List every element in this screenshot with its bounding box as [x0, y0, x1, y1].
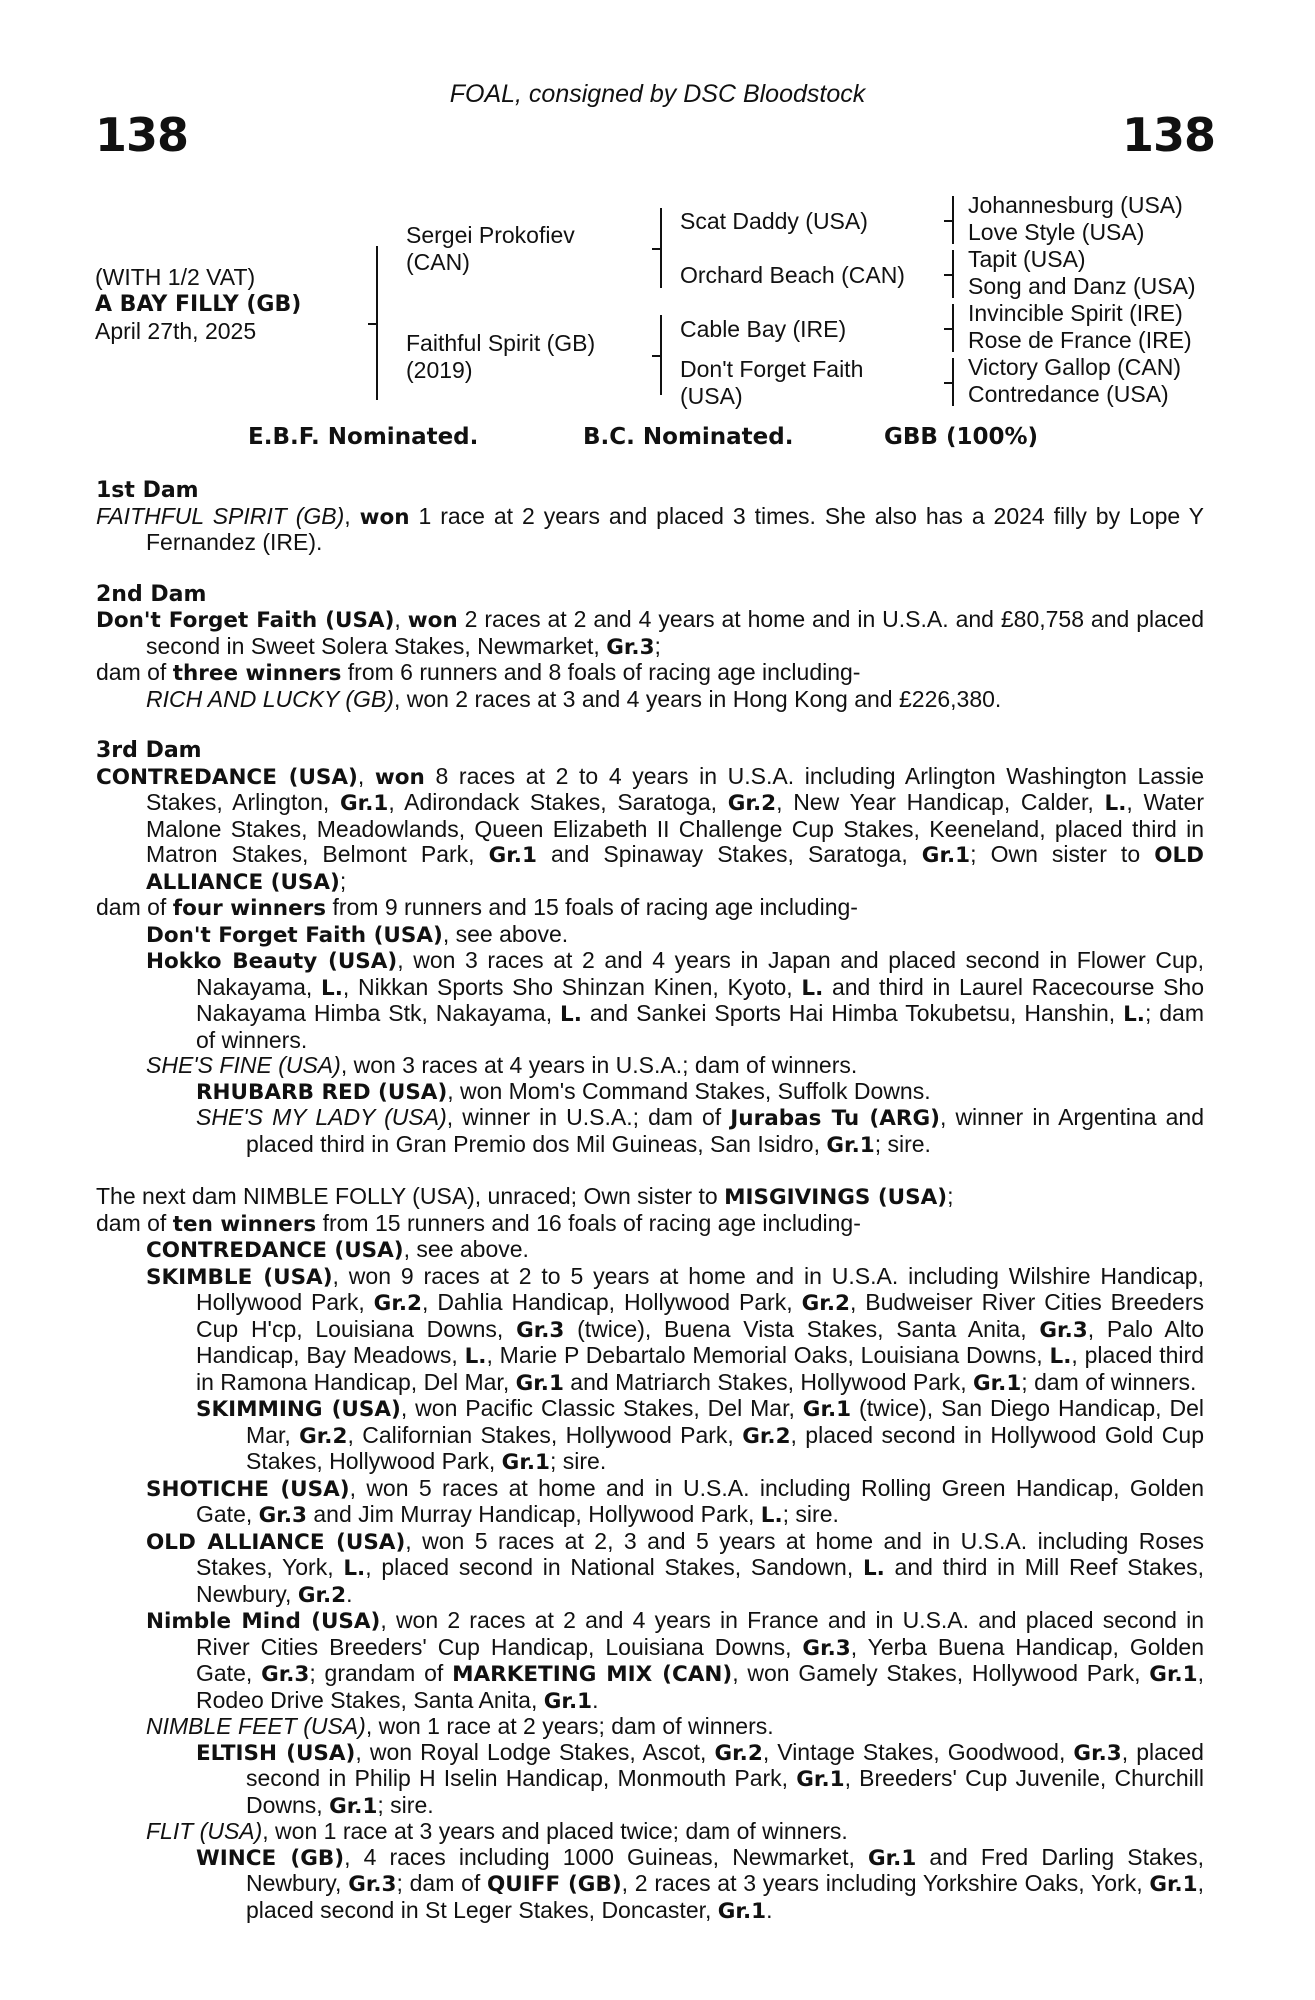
- grade: Gr.1: [802, 1397, 852, 1422]
- entry-text: , won Royal Lodge Stakes, Ascot,: [355, 1738, 715, 1765]
- bc-nominated: B.C. Nominated.: [583, 424, 794, 450]
- grade: L.: [321, 975, 343, 1001]
- first-dam-heading: 1st Dam: [96, 478, 199, 503]
- lot-horse-name: A BAY FILLY (GB): [95, 292, 302, 317]
- horse-name: WINCE (GB): [196, 1845, 345, 1871]
- grade: L.: [464, 1344, 487, 1369]
- horse-name: Hokko Beauty (USA): [146, 949, 398, 974]
- grade: L.: [862, 1556, 885, 1581]
- offspring-entry: [96, 1237, 1204, 1264]
- dam-sire: Cable Bay (IRE): [680, 316, 847, 342]
- offspring-entry: [96, 687, 1204, 713]
- entry-text: , New Year Handicap, Calder,: [776, 789, 1105, 815]
- gbb-status: GBB (100%): [884, 424, 1039, 450]
- grade: Gr.2: [714, 1740, 763, 1766]
- grade: Gr.3: [516, 1317, 565, 1343]
- grade: Gr.1: [329, 1793, 378, 1819]
- grade: Gr.1: [717, 1898, 767, 1924]
- entry-text: and Jim Murray Handicap, Hollywood Park,: [306, 1501, 761, 1527]
- ebf-nominated: E.B.F. Nominated.: [248, 424, 479, 450]
- grade: Gr.2: [373, 1291, 422, 1316]
- entry-text: , Yerba Buena Handicap, Golden Gate,: [196, 1633, 1204, 1686]
- dam-year: (2019): [406, 357, 473, 383]
- gen3-6: Rose de France (IRE): [968, 327, 1192, 353]
- lot-number-right: 138: [1122, 108, 1216, 162]
- entry-text: , see above.: [403, 1236, 529, 1262]
- entry-text: , Rodeo Drive Stakes, Santa Anita,: [196, 1660, 1204, 1713]
- gen3-2: Love Style (USA): [968, 219, 1145, 245]
- entry-text: dam of: [96, 659, 173, 685]
- dam-dam-country: (USA): [680, 383, 743, 409]
- entry-text: , won 3 races at 4 years in U.S.A.; dam of winners.: [340, 1052, 858, 1078]
- entry-text: , placed second in Philip H Iselin Handicap, Monmouth Park,: [246, 1738, 1204, 1791]
- grade: Gr.1: [488, 843, 537, 868]
- gen3-8: Contredance (USA): [968, 381, 1169, 407]
- grade: Gr.1: [1149, 1662, 1198, 1687]
- grade: Gr.1: [1149, 1872, 1198, 1897]
- sire-country: (CAN): [406, 249, 470, 275]
- horse-name: SHE'S MY LADY (USA): [196, 1104, 447, 1130]
- entry-text: (twice), San Diego Handicap, Del Mar,: [246, 1395, 1204, 1448]
- horse-name: SKIMMING (USA): [196, 1397, 401, 1422]
- offspring-entry: [96, 1079, 1204, 1106]
- horse-name: NIMBLE FEET (USA): [146, 1713, 366, 1739]
- horse-name: OLD ALLIANCE (USA): [146, 843, 1205, 895]
- entry-text: , placed second in St Leger Stakes, Doncaster,: [246, 1870, 1205, 1923]
- entry-text: , see above.: [442, 920, 569, 947]
- gen3-4: Song and Danz (USA): [968, 273, 1196, 299]
- horse-name: OLD ALLIANCE (USA): [146, 1529, 406, 1555]
- horse-name: QUIFF (GB): [487, 1872, 622, 1897]
- grade: Gr.3: [348, 1872, 397, 1897]
- grade: L.: [1123, 1002, 1145, 1027]
- grade: Gr.2: [742, 1423, 791, 1449]
- grade: L.: [1049, 1344, 1072, 1369]
- entry-text: , winner in U.S.A.; dam of: [446, 1104, 731, 1130]
- vat-note: (WITH 1/2 VAT): [95, 264, 256, 290]
- entry-text: 2 races at 2 and 4 years at home and in U.S.A. and £80,758 and placed second in Sweet Solera Stakes, Newmarket,: [146, 606, 1204, 659]
- catalogue-body: [96, 478, 1204, 1924]
- grade: Gr.2: [297, 1582, 347, 1608]
- dam-name: Faithful Spirit (GB): [406, 330, 596, 356]
- entry-text: , Water Malone Stakes, Meadowlands, Queen Elizabeth II Challenge Cup Stakes, Keeneland, placed third in Matron Stakes, Belmont Park,: [146, 789, 1204, 867]
- horse-name: RHUBARB RED (USA): [196, 1079, 448, 1105]
- offspring-entry: [96, 1529, 1204, 1609]
- horse-name: SKIMBLE (USA): [146, 1264, 333, 1290]
- horse-name: Don't Forget Faith (USA): [96, 608, 395, 633]
- horse-name: Nimble Mind (USA): [146, 1609, 381, 1634]
- entry-text: and Matriarch Stakes, Hollywood Park,: [563, 1368, 973, 1395]
- entry-text: , Nikkan Sports Sho Shinzan Kinen, Kyoto,: [342, 973, 802, 1000]
- third-dam-heading: 3rd Dam: [96, 738, 202, 763]
- sire-dam: Orchard Beach (CAN): [680, 262, 905, 288]
- entry-text: , won Mom's Command Stakes, Suffolk Downs.: [447, 1077, 931, 1104]
- entry-text: , 4 races including 1000 Guineas, Newmarket,: [344, 1843, 868, 1870]
- offspring-entry: [96, 1105, 1204, 1158]
- offspring-entry: [96, 1053, 1204, 1079]
- winners-count: three winners: [172, 661, 342, 686]
- entry-text: ; sire.: [874, 1130, 931, 1157]
- entry-text: ; dam of: [396, 1870, 488, 1896]
- entry-text: The next dam NIMBLE FOLLY (USA), unraced; Own sister to: [96, 1183, 725, 1209]
- entry-text: ; sire.: [549, 1448, 607, 1474]
- horse-name: ELTISH (USA): [196, 1740, 356, 1766]
- horse-name: FLIT (USA): [146, 1818, 263, 1844]
- entry-text: , placed second in National Stakes, Sandown,: [365, 1554, 863, 1580]
- grade: Gr.3: [261, 1662, 310, 1687]
- gen3-1: Johannesburg (USA): [968, 192, 1183, 218]
- offspring-entry: [96, 922, 1204, 949]
- entry-text: , won 2 races at 2 and 4 years in France and in U.S.A. and placed second in River Cities Breeders' Cup Handicap, Louisiana Downs,: [196, 1607, 1204, 1660]
- entry-text: , won 1 race at 2 years; dam of winners.: [365, 1713, 774, 1739]
- brace-gen2-sire: [660, 208, 662, 288]
- entry-text: , won 9 races at 2 to 5 years at home and in U.S.A. including Wilshire Handicap, Hollywood Park,: [196, 1262, 1204, 1315]
- offspring-entry: [96, 1396, 1204, 1476]
- brace-gen3-1: [952, 196, 954, 244]
- entry-text: , Breeders' Cup Juvenile, Churchill Downs,: [246, 1765, 1204, 1818]
- horse-name: CONTREDANCE (USA): [96, 764, 358, 790]
- entry-text: , won 2 races at 3 and 4 years in Hong Kong and £226,380.: [393, 685, 1002, 712]
- horse-name: FAITHFUL SPIRIT (GB): [96, 502, 345, 529]
- brace-gen2-dam: [660, 315, 662, 395]
- entry-text: .: [592, 1686, 599, 1713]
- grade: Gr.1: [515, 1370, 564, 1396]
- entry-text: from 6 runners and 8 foals of racing age including-: [341, 659, 861, 685]
- lot-number-left: 138: [95, 108, 189, 162]
- brace-gen3-4: [952, 358, 954, 406]
- entry-text: and Fred Darling Stakes, Newbury,: [246, 1843, 1204, 1896]
- entry-text: from 9 runners and 15 foals of racing age including-: [326, 894, 858, 920]
- entry-text: , won 1 race at 3 years and placed twice; dam of winners.: [262, 1818, 848, 1844]
- entry-text: dam of: [96, 894, 173, 920]
- first-dam-entry: FAITHFUL SPIRIT (GB), won 1 race at 2 years and placed 3 times. She also has a 2024 filly by Lope Y Fernandez (IRE).: [96, 502, 1205, 555]
- second-dam-produce: [96, 660, 1204, 687]
- grade: Gr.3: [1039, 1317, 1088, 1343]
- entry-text: , won 3 races at 2 and 4 years in Japan and placed second in Flower Cup, Nakayama,: [196, 947, 1204, 1000]
- grade: Gr.1: [868, 1845, 917, 1871]
- brace-gen3-3: [952, 304, 954, 352]
- horse-name: Jurabas Tu (ARG): [730, 1106, 940, 1131]
- grade: Gr.1: [826, 1132, 875, 1158]
- entry-text: ; sire.: [782, 1501, 839, 1527]
- entry-text: 1 race at 2 years and placed 3 times. She also has a 2024 filly by Lope Y Fernandez (IRE).: [146, 502, 1205, 555]
- entry-text: , won 5 races at home and in U.S.A. including Rolling Green Handicap, Golden Gate,: [196, 1474, 1204, 1527]
- grade: L.: [760, 1503, 783, 1528]
- consignor-line: FOAL, consigned by DSC Bloodstock: [449, 80, 866, 108]
- grade: Gr.1: [340, 791, 389, 816]
- grade: Gr.2: [727, 791, 777, 816]
- horse-name: SHOTICHE (USA): [146, 1476, 350, 1502]
- gen3-5: Invincible Spirit (IRE): [968, 300, 1183, 326]
- entry-text: .: [346, 1580, 353, 1607]
- entry-text: ; sire.: [377, 1791, 434, 1818]
- entry-text: ; dam of winners.: [196, 1000, 1204, 1053]
- entry-text: , won Pacific Classic Stakes, Del Mar,: [400, 1395, 803, 1421]
- offspring-entry: [96, 1476, 1204, 1529]
- entry-text: , won Gamely Stakes, Hollywood Park,: [732, 1660, 1150, 1686]
- offspring-entry: [96, 1819, 1204, 1845]
- grade: Gr.3: [802, 1635, 851, 1661]
- sire-name: Sergei Prokofiev: [406, 222, 575, 248]
- grade: Gr.1: [543, 1688, 593, 1714]
- winners-count: ten winners: [172, 1211, 317, 1237]
- entry-text: , Californian Stakes, Hollywood Park,: [347, 1421, 743, 1448]
- won-label: won: [359, 504, 410, 530]
- entry-text: and third in Laurel Racecourse Sho Nakayama Himba Stk, Nakayama,: [196, 973, 1205, 1026]
- second-dam-entry: Don't Forget Faith (USA), won 2 races at 2 and 4 years at home and in U.S.A. and £80,758 and placed second in Sweet Solera Stakes, Newmarket, Gr.3;: [96, 606, 1204, 660]
- won-label: won: [407, 608, 458, 633]
- entry-text: ; grandam of: [309, 1660, 453, 1686]
- grade: Gr.2: [801, 1291, 850, 1316]
- entry-text: ;: [339, 867, 347, 894]
- entry-text: (twice), Buena Vista Stakes, Santa Anita,: [564, 1315, 1040, 1342]
- entry-text: .: [766, 1896, 773, 1923]
- sire-sire: Scat Daddy (USA): [680, 208, 868, 234]
- grade: Gr.1: [972, 1370, 1022, 1396]
- horse-name: MARKETING MIX (CAN): [452, 1662, 733, 1687]
- entry-text: dam of: [96, 1209, 173, 1236]
- dam-dam: Don't Forget Faith: [680, 356, 864, 382]
- offspring-entry: [96, 948, 1204, 1053]
- horse-name: SHE'S FINE (USA): [146, 1052, 341, 1078]
- gen3-3: Tapit (USA): [968, 246, 1086, 272]
- entry-text: ; dam of winners.: [1021, 1368, 1197, 1395]
- grade: L.: [343, 1556, 366, 1581]
- winners-count: four winners: [172, 896, 327, 921]
- horse-name: MISGIVINGS (USA): [724, 1185, 948, 1210]
- offspring-entry: [96, 1845, 1204, 1925]
- entry-text: and Spinaway Stakes, Saratoga,: [536, 841, 922, 867]
- grade: L.: [1104, 791, 1127, 816]
- entry-text: , Marie P Debartalo Memorial Oaks, Louisiana Downs,: [486, 1342, 1050, 1368]
- grade: Gr.3: [258, 1503, 307, 1528]
- offspring-entry: [96, 1608, 1204, 1714]
- entry-text: and third in Mill Reef Stakes, Newbury,: [196, 1554, 1205, 1607]
- entry-text: , won 5 races at 2, 3 and 5 years at home and in U.S.A. including Roses Stakes, York,: [196, 1527, 1204, 1580]
- grade: Gr.1: [501, 1450, 550, 1475]
- entry-text: ;: [654, 632, 661, 659]
- grade: Gr.2: [299, 1423, 348, 1449]
- entry-text: from 15 runners and 16 foals of racing age including-: [316, 1209, 861, 1236]
- third-dam-produce: [96, 895, 1204, 922]
- entry-text: 8 races at 2 to 4 years in U.S.A. including Arlington Washington Lassie Stakes, Arlington,: [146, 762, 1205, 815]
- grade: Gr.1: [796, 1767, 845, 1792]
- entry-text: , Budweiser River Cities Breeders Cup H'cp, Louisiana Downs,: [196, 1289, 1204, 1342]
- entry-text: , 2 races at 3 years including Yorkshire Oaks, York,: [621, 1870, 1150, 1896]
- entry-text: , Dahlia Handicap, Hollywood Park,: [421, 1289, 802, 1315]
- third-dam-entry: CONTREDANCE (USA), won 8 races at 2 to 4 years in U.S.A. including Arlington Washington Lassie Stakes, Arlington, Gr.1, Adirondack Stakes, Saratoga, Gr.2, New Year Handicap, Calder, L., Water Malone Stakes, Meadowlands, Queen Elizabeth II Challenge Cup Stakes, Keeneland, placed third in Matron Stakes, Belmont Park, Gr.1 and Spinaway Stakes, Saratoga, Gr.1; Own sister to OLD ALLIANCE (USA);: [96, 762, 1205, 895]
- grade: Gr.3: [1073, 1740, 1122, 1766]
- entry-text: , Palo Alto Handicap, Bay Meadows,: [196, 1315, 1205, 1368]
- second-dam-heading: 2nd Dam: [96, 581, 207, 607]
- entry-text: , Adirondack Stakes, Saratoga,: [388, 789, 728, 815]
- brace-gen1: [376, 246, 378, 400]
- gen3-7: Victory Gallop (CAN): [968, 354, 1182, 380]
- horse-name: RICH AND LUCKY (GB): [146, 685, 394, 712]
- horse-name: Don't Forget Faith (USA): [146, 922, 443, 948]
- next-dam-produce: [96, 1211, 1204, 1238]
- entry-text: , placed second in Hollywood Gold Cup Stakes, Hollywood Park,: [246, 1421, 1204, 1474]
- entry-text: and Sankei Sports Hai Himba Tokubetsu, Hanshin,: [581, 1000, 1124, 1026]
- foaling-date: April 27th, 2025: [95, 318, 257, 344]
- grade: Gr.1: [921, 843, 971, 868]
- brace-gen3-2: [952, 250, 954, 298]
- entry-text: ; Own sister to: [970, 841, 1155, 867]
- grade: L.: [560, 1002, 582, 1027]
- grade: Gr.3: [606, 634, 655, 660]
- grade: L.: [801, 975, 824, 1001]
- entry-text: , placed third in Ramona Handicap, Del Mar,: [196, 1342, 1204, 1395]
- horse-name: CONTREDANCE (USA): [146, 1238, 404, 1263]
- offspring-entry: [96, 1714, 1204, 1740]
- won-label: won: [374, 764, 425, 790]
- next-dam-entry: [96, 1184, 1204, 1211]
- entry-text: , Vintage Stakes, Goodwood,: [762, 1738, 1074, 1765]
- entry-text: , winner in Argentina and placed third in Gran Premio dos Mil Guineas, San Isidro,: [246, 1104, 1205, 1157]
- offspring-entry: [96, 1740, 1204, 1820]
- offspring-entry: [96, 1264, 1204, 1397]
- entry-text: ;: [947, 1183, 954, 1209]
